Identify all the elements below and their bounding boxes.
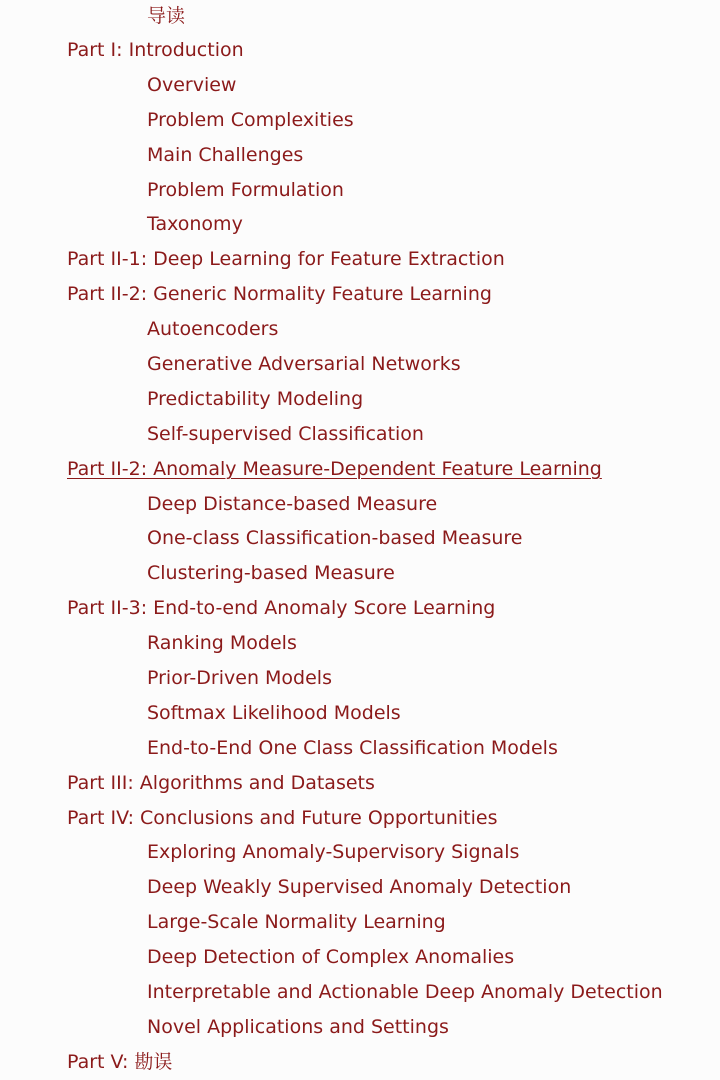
toc-link-label[interactable]: Overview: [147, 73, 237, 96]
toc-link-one-class[interactable]: [0, 521, 720, 556]
toc-link-complex-anomalies[interactable]: [0, 940, 720, 975]
toc-link-label[interactable]: Problem Formulation: [147, 178, 344, 201]
toc-link-deep-distance[interactable]: [0, 487, 720, 522]
toc-link-label[interactable]: End-to-End One Class Classification Models: [147, 736, 558, 759]
toc-link-label[interactable]: Novel Applications and Settings: [147, 1015, 449, 1038]
toc-link-label[interactable]: Part II-2: Anomaly Measure-Dependent Feature Learning: [67, 457, 602, 480]
toc-link-label[interactable]: Large-Scale Normality Learning: [147, 911, 446, 934]
toc-link-label[interactable]: Prior-Driven Models: [147, 667, 332, 690]
toc-link-label[interactable]: Part IV: Conclusions and Future Opportunities: [67, 806, 498, 829]
toc-link-overview[interactable]: [0, 68, 720, 103]
toc-link-ranking-models[interactable]: [0, 626, 720, 661]
toc-link-part-2-2-generic[interactable]: [0, 277, 720, 312]
toc-link-label[interactable]: Main Challenges: [147, 143, 304, 166]
toc-link-gans[interactable]: [0, 347, 720, 382]
toc-link-weakly-supervised[interactable]: [0, 870, 720, 905]
toc-link-label[interactable]: Taxonomy: [147, 213, 243, 236]
toc-link-part-3[interactable]: [0, 766, 720, 801]
toc-link-label[interactable]: Part I: Introduction: [67, 39, 244, 61]
toc-link-label[interactable]: Problem Complexities: [147, 108, 354, 131]
toc-link-part-2-1[interactable]: [0, 242, 720, 277]
toc-link-label[interactable]: Part II-1: Deep Learning for Feature Extraction: [67, 248, 505, 271]
toc-link-large-scale[interactable]: [0, 905, 720, 940]
toc-link-label[interactable]: Part III: Algorithms and Datasets: [67, 771, 375, 794]
toc-link-label[interactable]: Exploring Anomaly-Supervisory Signals: [147, 841, 520, 864]
toc-link-clustering[interactable]: [0, 556, 720, 591]
toc-link-label[interactable]: Deep Weakly Supervised Anomaly Detection: [147, 876, 572, 899]
toc-link-label[interactable]: Generative Adversarial Networks: [147, 353, 461, 376]
toc-link-problem-complexities[interactable]: [0, 103, 720, 138]
toc-link-label[interactable]: Part II-3: End-to-end Anomaly Score Learning: [67, 597, 496, 620]
toc-link-label[interactable]: Interpretable and Actionable Deep Anomaly Detection: [147, 981, 663, 1004]
toc-link-taxonomy[interactable]: [0, 207, 720, 242]
toc-link-guide[interactable]: [0, 0, 720, 33]
toc-link-end-to-end-one-class[interactable]: [0, 731, 720, 766]
toc-link-label[interactable]: Deep Detection of Complex Anomalies: [147, 946, 515, 969]
toc-link-label[interactable]: Part II-2: Generic Normality Feature Learning: [67, 283, 492, 306]
toc-link-label[interactable]: 导读: [147, 5, 186, 27]
toc-link-label[interactable]: Predictability Modeling: [147, 387, 364, 410]
toc-link-problem-formulation[interactable]: [0, 173, 720, 208]
toc-link-label[interactable]: Ranking Models: [147, 632, 297, 655]
toc-link-part-1[interactable]: [0, 33, 720, 68]
toc-link-self-supervised[interactable]: [0, 417, 720, 452]
toc-link-label[interactable]: Deep Distance-based Measure: [147, 492, 438, 515]
toc-link-label[interactable]: Part V: 勘误: [67, 1050, 173, 1073]
toc-link-label[interactable]: Autoencoders: [147, 318, 279, 341]
toc-link-part-2-3[interactable]: [0, 591, 720, 626]
toc-link-novel-applications[interactable]: [0, 1010, 720, 1045]
toc-link-label[interactable]: Clustering-based Measure: [147, 562, 395, 585]
toc-link-autoencoders[interactable]: [0, 312, 720, 347]
toc-link-label[interactable]: One-class Classification-based Measure: [147, 527, 523, 550]
toc-link-exploring-signals[interactable]: [0, 835, 720, 870]
toc-link-softmax[interactable]: [0, 696, 720, 731]
toc-link-label[interactable]: Self-supervised Classification: [147, 422, 424, 445]
toc-link-main-challenges[interactable]: [0, 138, 720, 173]
toc-link-part-2-2-anomaly-measure[interactable]: [0, 452, 720, 487]
toc-link-predictability-modeling[interactable]: [0, 382, 720, 417]
toc-link-prior-driven[interactable]: [0, 661, 720, 696]
toc-link-part-4[interactable]: [0, 801, 720, 836]
toc-link-label[interactable]: Softmax Likelihood Models: [147, 701, 401, 724]
toc-link-part-5[interactable]: [0, 1045, 720, 1080]
toc-link-interpretable[interactable]: [0, 975, 720, 1010]
